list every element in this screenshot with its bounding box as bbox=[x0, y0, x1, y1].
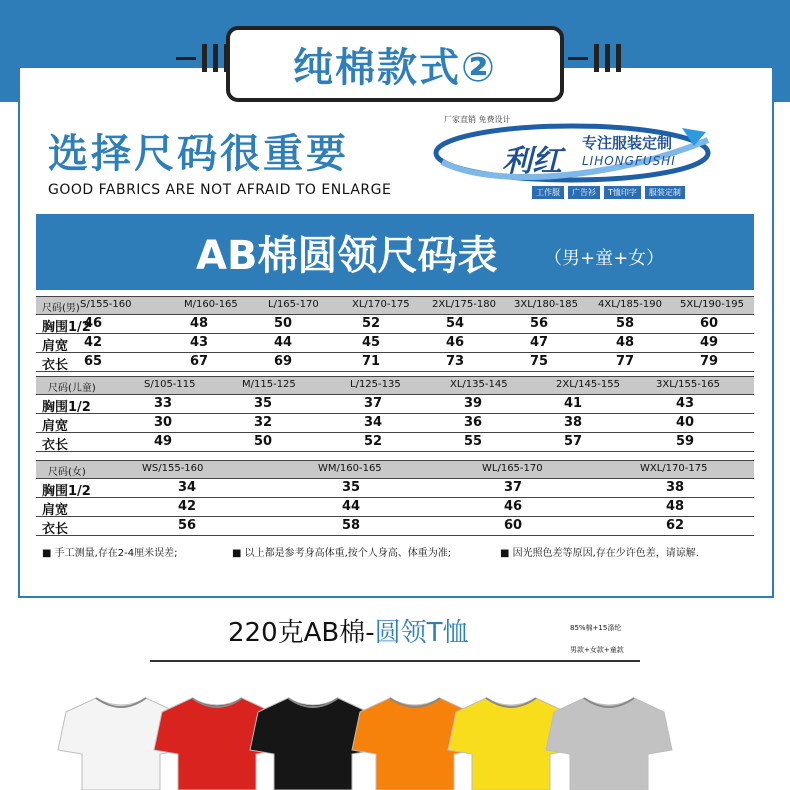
product-underline bbox=[150, 660, 640, 662]
size-cell: 69 bbox=[274, 354, 293, 369]
size-cell: 35 bbox=[254, 396, 273, 411]
banner-title: 纯棉款式② bbox=[293, 44, 497, 91]
row-label: 衣长 bbox=[42, 358, 69, 373]
size-cell: 58 bbox=[342, 518, 361, 533]
size-cell: 41 bbox=[564, 396, 583, 411]
brand-logo bbox=[432, 110, 732, 202]
size-cell: 56 bbox=[178, 518, 197, 533]
product-fits: 男款+女款+童款 bbox=[570, 646, 624, 654]
size-cell: 65 bbox=[84, 354, 103, 369]
size-cell: 71 bbox=[362, 354, 381, 369]
headline: 选择尺码很重要 bbox=[48, 131, 349, 177]
logo-brand: 利红 bbox=[502, 144, 562, 179]
size-row-kids bbox=[36, 396, 754, 414]
size-cell: 38 bbox=[666, 480, 685, 495]
size-row-men bbox=[36, 316, 754, 334]
size-cell: 50 bbox=[274, 316, 293, 331]
size-cell: 32 bbox=[254, 415, 273, 430]
size-cell: L/165-170 bbox=[268, 299, 319, 310]
size-cell: 46 bbox=[446, 335, 465, 350]
size-cell: 50 bbox=[254, 434, 273, 449]
banner-title-box bbox=[226, 26, 564, 102]
size-cell: 36 bbox=[464, 415, 483, 430]
size-table-title: AB棉圆领尺码表 bbox=[196, 233, 498, 279]
size-cell: 52 bbox=[364, 434, 383, 449]
size-cell: 62 bbox=[666, 518, 685, 533]
row-label: 胸围1/2 bbox=[42, 400, 91, 415]
size-cell: 49 bbox=[154, 434, 173, 449]
logo-pinyin: LIHONGFUSHI bbox=[582, 154, 676, 168]
product-fabric: 85%棉+15涤纶 bbox=[570, 624, 622, 632]
logo-tags bbox=[532, 186, 685, 199]
size-row-kids bbox=[36, 415, 754, 433]
size-cell: 60 bbox=[504, 518, 523, 533]
size-cell: 44 bbox=[342, 499, 361, 514]
size-cell: 79 bbox=[700, 354, 719, 369]
size-cell: WXL/170-175 bbox=[640, 463, 708, 474]
row-label: 胸围1/2 bbox=[42, 484, 91, 499]
size-cell: 37 bbox=[364, 396, 383, 411]
size-cell: 38 bbox=[564, 415, 583, 430]
size-cell: 45 bbox=[362, 335, 381, 350]
size-cell: WL/165-170 bbox=[482, 463, 543, 474]
size-cell: 58 bbox=[616, 316, 635, 331]
size-table-subtitle: （男+童+女） bbox=[544, 248, 665, 269]
size-cell: XL/170-175 bbox=[352, 299, 410, 310]
size-cell: 33 bbox=[154, 396, 173, 411]
size-cell: 37 bbox=[504, 480, 523, 495]
size-cell: 2XL/175-180 bbox=[432, 299, 496, 310]
size-cell: 73 bbox=[446, 354, 465, 369]
size-cell: 48 bbox=[666, 499, 685, 514]
size-table-header bbox=[36, 214, 754, 290]
size-row-women bbox=[36, 499, 754, 517]
size-cell: 67 bbox=[190, 354, 209, 369]
size-cell: 47 bbox=[530, 335, 549, 350]
size-cell: M/115-125 bbox=[242, 379, 296, 390]
logo-tag: 服装定制 bbox=[645, 186, 685, 199]
logo-top-tags: 厂家直销 免费设计 bbox=[444, 115, 511, 124]
size-cell: S/105-115 bbox=[144, 379, 196, 390]
size-header-row-kids bbox=[36, 376, 754, 395]
size-cell: WM/160-165 bbox=[318, 463, 382, 474]
size-row-women bbox=[36, 518, 754, 536]
subline: GOOD FABRICS ARE NOT AFRAID TO ENLARGE bbox=[48, 182, 392, 198]
row-label: 肩宽 bbox=[42, 419, 69, 434]
size-cell: 56 bbox=[530, 316, 549, 331]
size-header-row-men bbox=[36, 296, 754, 315]
size-cell: 30 bbox=[154, 415, 173, 430]
size-cell: 42 bbox=[178, 499, 197, 514]
size-cell: 52 bbox=[362, 316, 381, 331]
size-cell: 5XL/190-195 bbox=[680, 299, 744, 310]
row-label: 衣长 bbox=[42, 522, 69, 537]
banner-decoration-left bbox=[176, 44, 229, 72]
size-cell: 43 bbox=[190, 335, 209, 350]
logo-tag: 广告衫 bbox=[568, 186, 600, 199]
size-cell: 54 bbox=[446, 316, 465, 331]
size-cell: 44 bbox=[274, 335, 293, 350]
note-reference: ■ 以上都是参考身高体重,按个人身高、体重为准; bbox=[232, 548, 452, 559]
size-cell: M/160-165 bbox=[184, 299, 238, 310]
size-cell: 43 bbox=[676, 396, 695, 411]
size-row-men bbox=[36, 354, 754, 372]
size-cell: 75 bbox=[530, 354, 549, 369]
product-name-highlight: 圆领T恤 bbox=[374, 618, 469, 648]
size-cell: 2XL/145-155 bbox=[556, 379, 620, 390]
note-measurement: ■ 手工测量,存在2-4厘米误差; bbox=[42, 548, 178, 559]
size-cell: 46 bbox=[504, 499, 523, 514]
size-cell: 40 bbox=[676, 415, 695, 430]
size-cell: 35 bbox=[342, 480, 361, 495]
row-label: 肩宽 bbox=[42, 339, 69, 354]
size-cell: 46 bbox=[84, 316, 103, 331]
product-name bbox=[228, 612, 469, 649]
size-cell: 48 bbox=[616, 335, 635, 350]
size-row-men bbox=[36, 335, 754, 353]
size-cell: 34 bbox=[364, 415, 383, 430]
size-cell: 57 bbox=[564, 434, 583, 449]
size-cell: 77 bbox=[616, 354, 635, 369]
row-label: 胸围1/2 bbox=[42, 320, 91, 335]
row-label: 尺码(女) bbox=[48, 467, 86, 478]
size-cell: 3XL/180-185 bbox=[514, 299, 578, 310]
size-cell: 49 bbox=[700, 335, 719, 350]
size-cell: 59 bbox=[676, 434, 695, 449]
size-row-women bbox=[36, 480, 754, 498]
size-row-kids bbox=[36, 434, 754, 452]
size-cell: 60 bbox=[700, 316, 719, 331]
size-cell: 55 bbox=[464, 434, 483, 449]
logo-tag: T恤印字 bbox=[604, 186, 641, 199]
note-color: ■ 因光照色差等原因,存在少许色差，请谅解. bbox=[500, 548, 699, 559]
banner-decoration-right bbox=[568, 44, 621, 72]
size-cell: L/125-135 bbox=[350, 379, 401, 390]
row-label: 尺码(男) bbox=[42, 303, 80, 314]
size-header-row-women bbox=[36, 460, 754, 479]
product-name-prefix: 220克AB棉- bbox=[228, 618, 375, 648]
tshirt-icon bbox=[544, 690, 674, 790]
logo-slogan: 专注服装定制 bbox=[582, 134, 673, 152]
size-cell: 42 bbox=[84, 335, 103, 350]
size-cell: XL/135-145 bbox=[450, 379, 508, 390]
row-label: 衣长 bbox=[42, 438, 69, 453]
shirt-color-row bbox=[0, 690, 790, 790]
size-cell: 48 bbox=[190, 316, 209, 331]
size-cell: WS/155-160 bbox=[142, 463, 204, 474]
row-label: 肩宽 bbox=[42, 503, 69, 518]
size-cell: 39 bbox=[464, 396, 483, 411]
size-cell: 3XL/155-165 bbox=[656, 379, 720, 390]
size-cell: S/155-160 bbox=[80, 299, 132, 310]
logo-tag: 工作服 bbox=[532, 186, 564, 199]
row-label: 尺码(儿童) bbox=[48, 383, 96, 394]
size-cell: 34 bbox=[178, 480, 197, 495]
size-cell: 4XL/185-190 bbox=[598, 299, 662, 310]
